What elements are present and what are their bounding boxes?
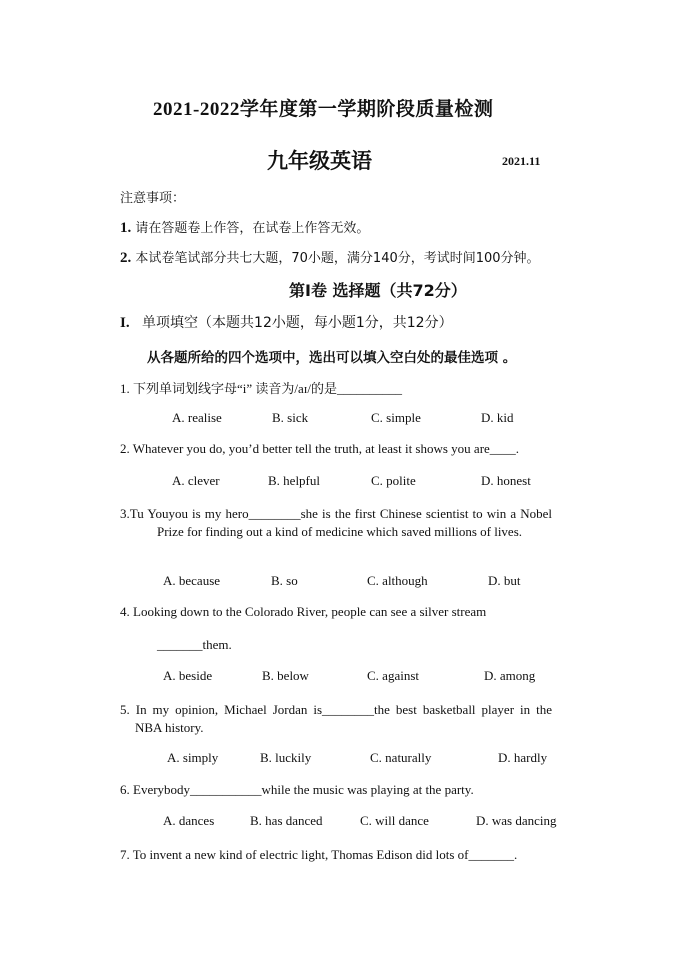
subject-title: 九年级英语 xyxy=(267,149,372,173)
question-3 xyxy=(120,505,552,541)
question-text: 3.Tu Youyou is my hero________she is the first Chinese scientist to win a Nobel Prize for finding out a kind of medicine which saved millions of lives. xyxy=(120,506,552,539)
option: B. helpful xyxy=(268,473,320,488)
option: B. has danced xyxy=(250,813,323,828)
option: C. polite xyxy=(371,473,416,488)
option: A. beside xyxy=(163,668,213,683)
option: C. will dance xyxy=(360,813,429,828)
question-4-line-2: _______them. xyxy=(157,637,232,652)
option: A. simply xyxy=(167,750,219,765)
note-text: 请在答题卷上作答，在试卷上作答无效。 xyxy=(135,221,370,236)
question-6: 6. Everybody___________while the music was playing at the party. xyxy=(120,782,474,797)
option: A. dances xyxy=(163,813,215,828)
notes-heading: 注意事项： xyxy=(120,191,186,206)
part-instruction: 从各题所给的四个选项中，选出可以填入空白处的最佳选项 。 xyxy=(147,350,517,366)
option: D. hardly xyxy=(498,750,548,765)
option: B. luckily xyxy=(260,750,312,765)
option: A. realise xyxy=(172,410,222,425)
note-text: 本试卷笔试部分共七大题，70小题，满分140分，考试时间100分钟。 xyxy=(135,251,540,266)
part-number: I. xyxy=(120,315,130,331)
note-item-1 xyxy=(120,217,369,237)
option: D. honest xyxy=(481,473,531,488)
note-item-2 xyxy=(120,247,540,267)
question-text: 5. In my opinion, Michael Jordan is________the best basketball player in the NBA history. xyxy=(120,702,552,735)
question-5 xyxy=(120,701,552,737)
option: A. clever xyxy=(172,473,220,488)
option: D. kid xyxy=(481,410,514,425)
option: B. below xyxy=(262,668,309,683)
option: A. because xyxy=(163,573,221,588)
option: C. although xyxy=(367,573,428,588)
option: B. so xyxy=(271,573,298,588)
note-number: 2. xyxy=(120,250,132,266)
option: C. simple xyxy=(371,410,421,425)
note-number: 1. xyxy=(120,220,132,236)
option: D. among xyxy=(484,668,536,683)
question-7: 7. To invent a new kind of electric light, Thomas Edison did lots of_______. xyxy=(120,847,518,862)
section-title: 第Ⅰ卷 选择题（共72分） xyxy=(289,281,467,300)
page-title: 2021-2022学年度第一学期阶段质量检测 xyxy=(153,99,494,120)
exam-date: 2021.11 xyxy=(502,154,541,168)
part-heading xyxy=(120,312,453,332)
question-1: 1. 下列单词划线字母“i” 读音为/aɪ/的是__________ xyxy=(120,381,403,396)
option: C. against xyxy=(367,668,419,683)
part-title: 单项填空（本题共12小题，每小题1分，共12分） xyxy=(142,315,453,331)
option: C. naturally xyxy=(370,750,432,765)
option: B. sick xyxy=(272,410,309,425)
question-2: 2. Whatever you do, you’d better tell the truth, at least it shows you are____. xyxy=(120,441,520,456)
option: D. but xyxy=(488,573,521,588)
option: D. was dancing xyxy=(476,813,557,828)
question-4-line-1: 4. Looking down to the Colorado River, people can see a silver stream xyxy=(120,604,487,619)
